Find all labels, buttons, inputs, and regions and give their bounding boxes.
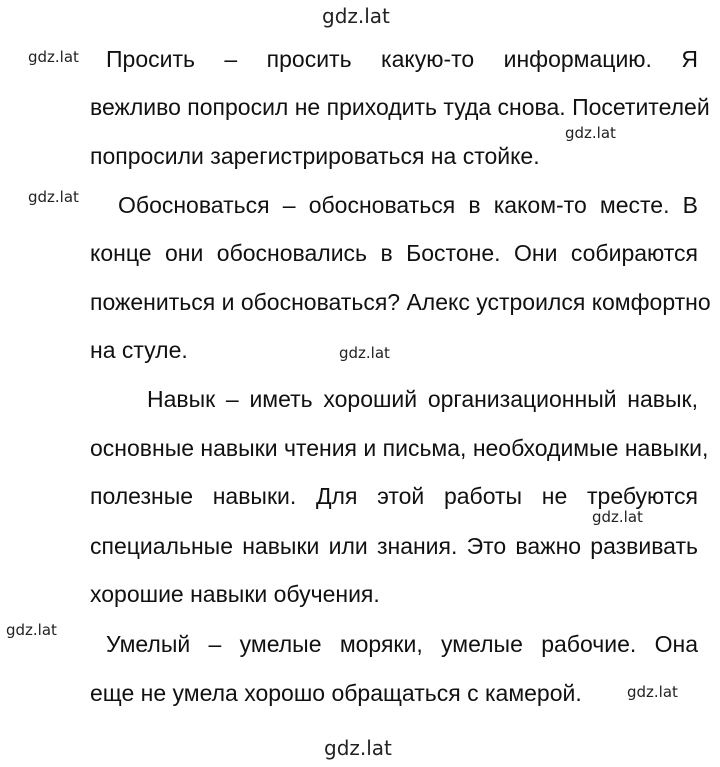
text-line: основные навыки чтения и письма, необходимые навыки, [90, 435, 709, 461]
text-line: Навык – иметь хороший организационный навык, [147, 386, 698, 412]
watermark: gdz.lat [28, 188, 79, 206]
text-line: пожениться и обосноваться? Алекс устроился комфортно [90, 289, 711, 315]
text-line: на стуле. [90, 337, 188, 363]
watermark-bottom: gdz.lat [324, 736, 392, 760]
text-line: специальные навыки или знания. Это важно развивать [90, 533, 698, 559]
watermark: gdz.lat [627, 683, 678, 701]
text-line: Просить – просить какую-то информацию. Я [106, 46, 698, 72]
watermark: gdz.lat [565, 124, 616, 142]
watermark: gdz.lat [592, 508, 643, 526]
text-line: попросили зарегистрироваться на стойке. [90, 143, 540, 169]
watermark: gdz.lat [28, 48, 79, 66]
text-line: хорошие навыки обучения. [90, 581, 380, 607]
text-line: еще не умела хорошо обращаться с камерой. [90, 680, 582, 706]
watermark-top: gdz.lat [322, 4, 390, 28]
watermark: gdz.lat [6, 621, 57, 639]
watermark: gdz.lat [339, 344, 390, 362]
text-line: Обосноваться – обосноваться в каком-то месте. В [118, 192, 698, 218]
text-line: полезные навыки. Для этой работы не требуются [90, 483, 698, 509]
text-line: вежливо попросил не приходить туда снова. Посетителей [90, 94, 710, 120]
text-line: Умелый – умелые моряки, умелые рабочие. Она [106, 631, 698, 657]
text-line: конце они обосновались в Бостоне. Они собираются [90, 240, 698, 266]
